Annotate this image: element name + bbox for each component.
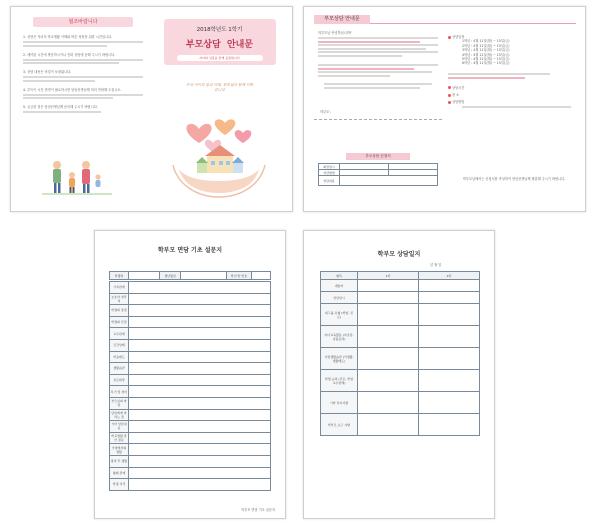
log-input[interactable] bbox=[358, 292, 419, 304]
greeting: 학부모님 안녕하십니까? bbox=[318, 31, 352, 35]
table-row bbox=[110, 328, 271, 340]
log-col-header: 1차 bbox=[358, 272, 419, 280]
log-input[interactable] bbox=[358, 326, 419, 348]
table-row bbox=[321, 370, 480, 392]
table-row bbox=[110, 316, 271, 328]
header-cell: 학생명 bbox=[110, 272, 129, 280]
log-row-label: 가정생활습관 (식생활, 생활태도) bbox=[321, 348, 358, 370]
log-input[interactable] bbox=[358, 370, 419, 392]
brochure-page bbox=[10, 6, 293, 212]
log-table bbox=[320, 271, 480, 436]
header-cell: 생년월일 bbox=[160, 272, 181, 280]
table-row bbox=[110, 455, 271, 467]
schedule-list bbox=[462, 39, 576, 65]
survey-input[interactable] bbox=[181, 272, 227, 280]
schedule-row: 3학년 : 4월 11일(월) ~ 15일(금) bbox=[462, 48, 510, 53]
survey-row-label: 담임에게 바라는 점 bbox=[111, 410, 127, 419]
table-row bbox=[110, 479, 271, 491]
log-row-label: 학부모 요구 사항 bbox=[321, 414, 358, 436]
form-cell[interactable] bbox=[340, 176, 438, 186]
survey-row-label: 방과 후 생활 bbox=[110, 455, 129, 467]
log-row-label: 상담일시 bbox=[321, 292, 358, 304]
log-input[interactable] bbox=[358, 392, 419, 414]
log-title: 학부모 상담일지 bbox=[377, 251, 421, 258]
notice-title: 협조바랍니다 bbox=[33, 17, 133, 27]
notice-item: 1. 상담은 자녀의 학교생활 이해와 바른 성장을 위한 시간입니다. bbox=[23, 35, 143, 47]
log-input[interactable] bbox=[419, 414, 480, 436]
log-row-label: 내방자 bbox=[321, 280, 358, 292]
survey-input[interactable] bbox=[129, 282, 271, 294]
log-row-label: 학생 능력 (진로, 학업 교우관계) bbox=[321, 370, 358, 392]
survey-input[interactable] bbox=[129, 421, 271, 433]
guide-title: 부모상담 안내문 bbox=[314, 15, 370, 24]
schedule-row: 2학년 : 4월 11일(월) ~ 15일(금) bbox=[462, 43, 510, 48]
year-line: 2018학년도 1학기 bbox=[196, 27, 243, 33]
log-input[interactable] bbox=[419, 326, 480, 348]
method-label: 상담방법 bbox=[448, 100, 576, 104]
survey-row-label: 생활습관 bbox=[110, 363, 129, 375]
survey-row-label: 학습태도 bbox=[110, 351, 129, 363]
notice-item: 4. 부득이 시간 변경이 필요하시면 담임선생님께 미리 연락해 주십시오. bbox=[23, 88, 143, 100]
survey-row-label: 학생의 장점 bbox=[110, 305, 129, 317]
log-input[interactable] bbox=[419, 292, 480, 304]
survey-row-label: 학생 성격 bbox=[110, 479, 129, 491]
log-input[interactable] bbox=[419, 348, 480, 370]
log-input[interactable] bbox=[419, 304, 480, 326]
survey-row-label: 진로희망 bbox=[110, 374, 129, 386]
survey-input[interactable] bbox=[129, 479, 271, 491]
log-input[interactable] bbox=[358, 304, 419, 326]
form-row-label: 희망일시 bbox=[319, 164, 340, 170]
table-row bbox=[110, 374, 271, 386]
table-row bbox=[321, 348, 480, 370]
survey-input[interactable] bbox=[129, 432, 271, 444]
notice-item: 2. 예약된 시간에 방문하시거나 전화 상담에 응해 주시기 바랍니다. bbox=[23, 53, 143, 65]
survey-input[interactable] bbox=[129, 374, 271, 386]
family-illustration bbox=[42, 157, 112, 197]
table-row bbox=[110, 363, 271, 375]
table-row bbox=[110, 293, 271, 305]
survey-input[interactable] bbox=[129, 339, 271, 351]
table-row bbox=[321, 304, 480, 326]
log-input[interactable] bbox=[358, 414, 419, 436]
guide-footer: 학부모님께서는 신청서를 작성하여 담임선생님께 제출해 주시기 바랍니다. bbox=[462, 177, 566, 181]
table-row bbox=[110, 467, 271, 479]
log-input[interactable] bbox=[419, 280, 480, 292]
table-row bbox=[110, 397, 271, 409]
table-row bbox=[321, 292, 480, 304]
survey-input[interactable] bbox=[252, 272, 271, 280]
survey-input[interactable] bbox=[129, 272, 160, 280]
survey-input[interactable] bbox=[129, 455, 271, 467]
sub-banner: 자녀의 성장을 함께 응원합니다 bbox=[177, 55, 263, 61]
table-row bbox=[321, 326, 480, 348]
log-meta: 년 월 일 bbox=[430, 263, 442, 267]
signature-label: 학부모 : bbox=[320, 110, 332, 114]
schedule-box bbox=[448, 35, 576, 110]
survey-row-label: 교우관계 bbox=[110, 328, 129, 340]
table-row bbox=[110, 386, 271, 398]
survey-input[interactable] bbox=[129, 328, 271, 340]
log-page bbox=[303, 230, 495, 519]
survey-row-label: 학교생활 관련 질문 bbox=[111, 434, 127, 443]
survey-table bbox=[109, 271, 271, 280]
survey-body-table bbox=[109, 281, 271, 491]
form-title: 부모상담 신청서 bbox=[346, 153, 410, 160]
survey-row-label: 부모님의 바람 bbox=[111, 399, 127, 408]
schedule-label: 상담일정 bbox=[448, 35, 576, 39]
table-row bbox=[110, 409, 271, 421]
application-form bbox=[318, 153, 438, 186]
schedule-row: 1학년 : 4월 11일(월) ~ 15일(금) bbox=[462, 39, 510, 44]
guide-body bbox=[318, 31, 438, 90]
survey-page bbox=[94, 230, 286, 519]
log-col-header: 2차 bbox=[419, 272, 480, 280]
table-row bbox=[110, 339, 271, 351]
table-row bbox=[110, 421, 271, 433]
log-input[interactable] bbox=[419, 392, 480, 414]
survey-row-label: 특기 및 취미 bbox=[110, 386, 129, 398]
log-col-header: 항목 bbox=[321, 272, 358, 280]
table-row bbox=[110, 351, 271, 363]
survey-title: 학부모 면담 기초 설문지 bbox=[157, 247, 223, 254]
survey-input[interactable] bbox=[129, 444, 271, 456]
form-row-label: 상담방법 bbox=[319, 170, 340, 176]
survey-input[interactable] bbox=[129, 386, 271, 398]
schedule-row: 4학년 : 4월 11일(월) ~ 15일(금) bbox=[462, 52, 510, 57]
survey-input[interactable] bbox=[129, 293, 271, 305]
survey-input[interactable] bbox=[129, 467, 271, 479]
survey-row-label: 보호자 연락처 bbox=[111, 294, 127, 303]
survey-row-label: 건강상태 bbox=[110, 339, 129, 351]
log-input[interactable] bbox=[419, 370, 480, 392]
place-label: 장 소 bbox=[448, 93, 576, 97]
log-row-label: 자녀교육활동 (자존감, 성품등력) bbox=[321, 326, 358, 348]
notice-list bbox=[17, 35, 149, 113]
notice-panel bbox=[17, 13, 149, 203]
survey-row-label: 기타 상담내용 bbox=[111, 422, 127, 431]
survey-row-label: 학생의 단점 bbox=[110, 316, 129, 328]
survey-row-label: 가정에서의 생활 bbox=[110, 444, 129, 456]
table-row bbox=[110, 444, 271, 456]
header-cell: 학년 반 번호 bbox=[227, 272, 252, 280]
survey-footer: 학부모 면담 기초 설문지 bbox=[241, 507, 275, 512]
log-row-label: 기타 특이사항 bbox=[321, 392, 358, 414]
hands-hearts-illustration bbox=[169, 119, 269, 199]
table-row bbox=[110, 432, 271, 444]
log-input[interactable] bbox=[358, 348, 419, 370]
notice-item: 5. 궁금한 점은 담임선생님께 문의해 주시기 바랍니다. bbox=[23, 105, 143, 113]
table-row bbox=[321, 280, 480, 292]
form-row-label: 상담내용 bbox=[319, 176, 340, 186]
main-title: 부모상담 안내문 bbox=[185, 40, 254, 50]
survey-input[interactable] bbox=[129, 397, 271, 409]
survey-input[interactable] bbox=[129, 409, 271, 421]
survey-input[interactable] bbox=[129, 351, 271, 363]
survey-input[interactable] bbox=[129, 305, 271, 317]
cover-panel bbox=[153, 13, 286, 203]
table-row bbox=[321, 392, 480, 414]
log-row-label: 대그룹 유형 (학업, 진로) bbox=[321, 304, 358, 326]
survey-input[interactable] bbox=[129, 316, 271, 328]
schedule-row: 5학년 : 4월 11일(월) ~ 15일(금) bbox=[462, 57, 510, 62]
guide-page bbox=[303, 6, 586, 212]
log-input[interactable] bbox=[358, 280, 419, 292]
notice-item: 3. 상담 내용은 비밀이 보장됩니다. bbox=[23, 70, 143, 82]
time-label: 상담시간 bbox=[448, 86, 576, 90]
table-row bbox=[110, 305, 271, 317]
survey-row-label: 형제 관계 bbox=[110, 467, 129, 479]
form-table bbox=[318, 163, 438, 186]
schedule-row: 6학년 : 4월 11일(월) ~ 15일(금) bbox=[462, 61, 510, 66]
survey-input[interactable] bbox=[129, 363, 271, 375]
survey-row-label: 가족관계 bbox=[110, 282, 129, 294]
table-row bbox=[110, 282, 271, 294]
table-row bbox=[321, 414, 480, 436]
cover-title-box bbox=[164, 19, 276, 65]
script-text: 우리 아이의 꿈과 미래, 부모님과 함께 키워갑니다 bbox=[185, 83, 253, 92]
